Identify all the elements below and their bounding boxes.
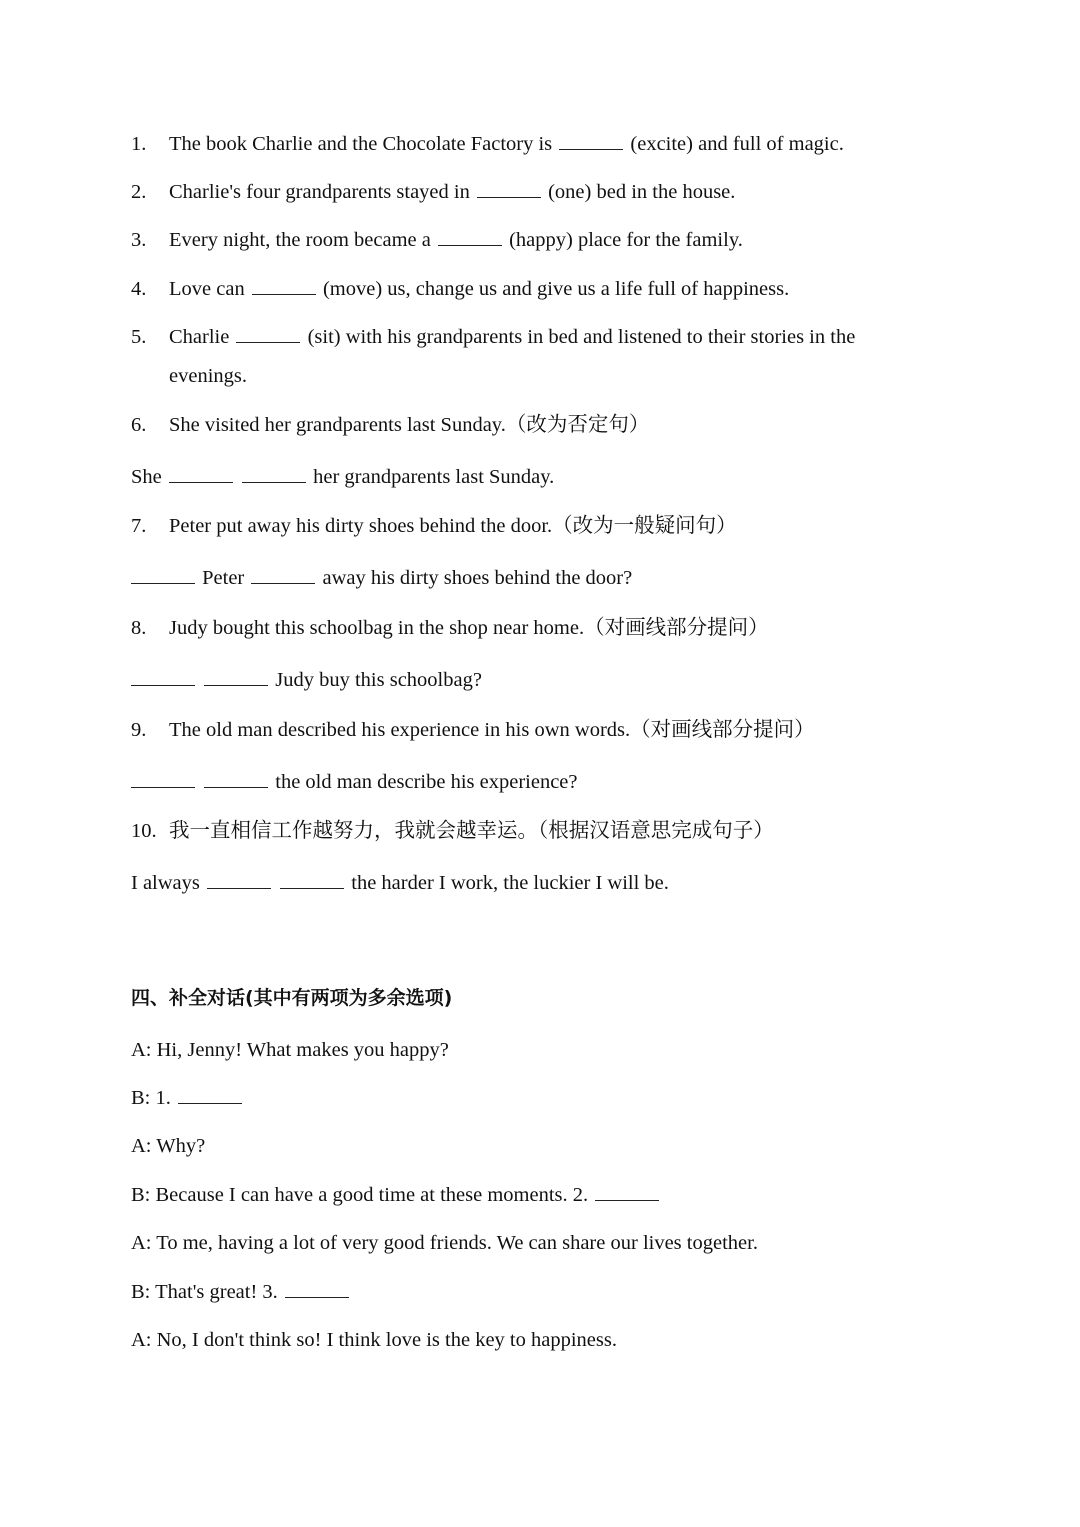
section-heading: 四、补全对话(其中有两项为多余选项) <box>131 987 453 1009</box>
exercise-number: 1. <box>131 133 147 155</box>
exercise-2 <box>131 178 735 206</box>
dialogue-text: B: 1. <box>131 1087 171 1109</box>
answer-blank[interactable] <box>178 1085 242 1104</box>
dialogue-line <box>131 1084 244 1112</box>
dialogue-line <box>131 1326 617 1354</box>
dialogue-text: A: To me, having a lot of very good friends. We can share our lives together. <box>131 1232 758 1254</box>
answer-blank[interactable] <box>204 667 268 686</box>
exercise-text: 我一直相信工作越努力，我就会越幸运。（根据汉语意思完成句子） <box>169 820 774 842</box>
answer-blank[interactable] <box>242 464 306 483</box>
dialogue-text: B: Because I can have a good time at these moments. 2. <box>131 1184 589 1206</box>
exercise-text: Peter put away his dirty shoes behind the door.（改为一般疑问句） <box>169 515 737 537</box>
exercise-8-answer <box>131 666 482 694</box>
exercise-text: (happy) place for the family. <box>509 229 743 251</box>
exercise-text: (move) us, change us and give us a life full of happiness. <box>322 278 790 300</box>
dialogue-line <box>131 1181 661 1209</box>
dialogue-line <box>131 1132 205 1160</box>
exercise-number: 10. <box>131 820 157 842</box>
exercise-text: Every night, the room became a <box>169 229 431 251</box>
dialogue-line <box>131 1036 449 1064</box>
exercise-number: 9. <box>131 719 147 741</box>
dialogue-line <box>131 1229 758 1257</box>
exercise-5-continuation <box>169 362 247 390</box>
answer-blank[interactable] <box>251 565 315 584</box>
answer-blank[interactable] <box>559 131 623 150</box>
exercise-text: Judy bought this schoolbag in the shop near home.（对画线部分提问） <box>169 617 769 639</box>
exercise-number: 2. <box>131 181 147 203</box>
answer-text: away his dirty shoes behind the door? <box>322 567 633 589</box>
answer-blank[interactable] <box>285 1279 349 1298</box>
exercise-text: Charlie's four grandparents stayed in <box>169 181 470 203</box>
answer-blank[interactable] <box>280 870 344 889</box>
exercise-number: 7. <box>131 515 147 537</box>
exercise-text: evenings. <box>169 365 247 387</box>
answer-text: She <box>131 466 162 488</box>
exercise-text: Love can <box>169 278 245 300</box>
exercise-6-answer <box>131 463 554 491</box>
exercise-9-answer <box>131 768 578 796</box>
exercise-text: Charlie <box>169 326 230 348</box>
exercise-6 <box>131 411 649 439</box>
answer-blank[interactable] <box>169 464 233 483</box>
exercise-10-answer <box>131 869 669 897</box>
exercise-number: 3. <box>131 229 147 251</box>
exercise-7-answer <box>131 564 632 592</box>
exercise-10 <box>131 817 774 845</box>
exercise-text: (one) bed in the house. <box>548 181 736 203</box>
exercise-text: The old man described his experience in his own words.（对画线部分提问） <box>169 719 815 741</box>
answer-blank[interactable] <box>131 565 195 584</box>
exercise-number: 5. <box>131 326 147 348</box>
exercise-7 <box>131 512 737 540</box>
answer-blank[interactable] <box>131 667 195 686</box>
dialogue-text: B: That's great! 3. <box>131 1281 278 1303</box>
answer-text: the old man describe his experience? <box>275 771 578 793</box>
answer-text: I always <box>131 872 200 894</box>
answer-text: the harder I work, the luckier I will be. <box>351 872 669 894</box>
exercise-number: 8. <box>131 617 147 639</box>
exercise-text: (sit) with his grandparents in bed and listened to their stories in the <box>307 326 856 348</box>
answer-text: Peter <box>202 567 245 589</box>
answer-blank[interactable] <box>477 179 541 198</box>
answer-blank[interactable] <box>252 276 316 295</box>
answer-blank[interactable] <box>595 1182 659 1201</box>
exercise-8 <box>131 614 769 642</box>
dialogue-text: A: Hi, Jenny! What makes you happy? <box>131 1039 449 1061</box>
exercise-text: The book Charlie and the Chocolate Factory is <box>169 133 553 155</box>
answer-blank[interactable] <box>236 324 300 343</box>
exercise-3 <box>131 226 743 254</box>
answer-blank[interactable] <box>207 870 271 889</box>
exercise-5 <box>131 323 855 351</box>
exercise-text: (excite) and full of magic. <box>630 133 844 155</box>
answer-blank[interactable] <box>438 227 502 246</box>
dialogue-text: A: No, I don't think so! I think love is the key to happiness. <box>131 1329 617 1351</box>
answer-text: her grandparents last Sunday. <box>313 466 555 488</box>
exercise-1 <box>131 130 844 158</box>
answer-blank[interactable] <box>204 769 268 788</box>
exercise-9 <box>131 716 815 744</box>
exercise-number: 6. <box>131 414 147 436</box>
exercise-4 <box>131 275 789 303</box>
dialogue-text: A: Why? <box>131 1135 206 1157</box>
exercise-text: She visited her grandparents last Sunday.（改为否定句） <box>169 414 650 436</box>
dialogue-line <box>131 1278 351 1306</box>
exercise-number: 4. <box>131 278 147 300</box>
answer-blank[interactable] <box>131 769 195 788</box>
answer-text: Judy buy this schoolbag? <box>275 669 482 691</box>
